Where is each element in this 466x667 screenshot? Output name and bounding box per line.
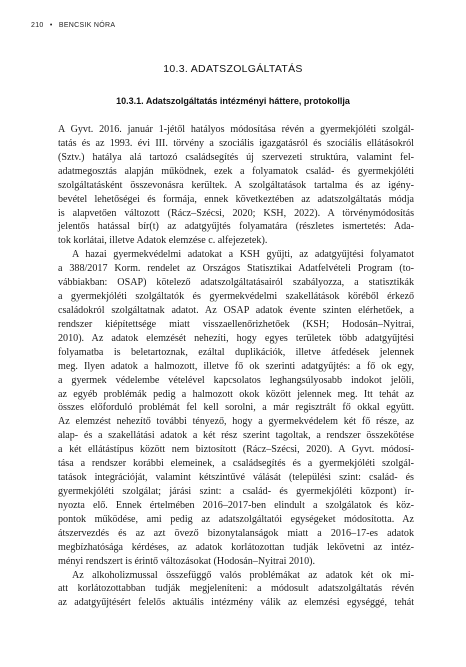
- body-line: szolgáltatásként összevonásra kerültek. A szolgáltatások tartalma és az igény-: [58, 179, 414, 191]
- body-line: Az elemzést nehezítő további tényező, hogy a gyermekvédelem két fő része, az: [58, 416, 414, 428]
- running-head-separator: •: [49, 22, 53, 29]
- body-line: tatások integrációját, valamint kétszintűvé válását (települési szint: család- és: [58, 472, 414, 484]
- body-line: Az alkoholizmussal összefüggő valós problémákat az adatok két ok mi-: [72, 569, 414, 581]
- body-line: (Sztv.) hatálya alá tartozó családsegítés új szervezeti struktúra, valamint fel-: [58, 151, 414, 163]
- running-head: [31, 22, 115, 29]
- body-line: folyamatba is beletartoznak, ezáltal duplikációk, illetve átfedések jelennek: [58, 346, 414, 358]
- subsection-title: 10.3.1. Adatszolgáltatás intézményi háttere, protokollja: [116, 96, 350, 106]
- body-line: tatás és az 1993. évi III. törvény a szociális igazgatásról és szociális ellátásokról: [58, 137, 414, 149]
- body-line: a gyermek védelembe vételével kapcsolatos leghangsúlyosabb indokot jelöli,: [58, 374, 414, 386]
- page-number: 210: [31, 22, 44, 29]
- body-line: ményi rendszert is érintő változásokat (Hodosán–Nyitrai 2010).: [58, 555, 316, 567]
- body-line: meg. Ilyen adatok a halmozott, illetve fő ok szerinti adatgyűjtés: a fő ok egy,: [58, 360, 414, 372]
- body-line: nyozta elő. Ennek értelmében 2016–2017-ben elindult a szolgálatok és köz-: [58, 499, 414, 511]
- body-line: 2010). Az adatok elemzését nehezíti, hogy egyes területek több adatgyűjtési: [58, 332, 414, 344]
- body-line: családokról szolgáltatnak adatot. Az OSAP adatok évente szinten elérhetőek, a: [58, 304, 414, 316]
- body-line: a két ellátástípus között nem biztosított (Rácz–Szécsi, 2020). A Gyvt. módosí-: [58, 444, 414, 456]
- body-line: A Gyvt. 2016. január 1-jétől hatályos módosítása révén a gyermekjóléti szolgál-: [58, 124, 414, 135]
- body-line: A hazai gyermekvédelmi adatokat a KSH gyűjti, az adatgyűjtési folyamatot: [72, 249, 414, 261]
- body-line: az adatgyűjtésért felelős aktuális intézmény válik az elemzési egységgé, tehát: [58, 597, 414, 609]
- body-line: az egyéb problémák pedig a halmozott okok között jelennek meg. Itt tehát az: [58, 388, 414, 400]
- body-line: a gyermekjóléti szolgáltatók és gyermekvédelmi szakellátások köréből érkező: [58, 291, 414, 303]
- body-line: alap- és a szakellátási adatok a két rész szerint tagoltak, a rendszer összekötése: [58, 430, 414, 442]
- body-line: a 388/2017 Korm. rendelet az Országos Statisztikai Adatfelvételi Program (to-: [58, 263, 414, 275]
- body-text: [58, 123, 414, 610]
- body-line: rendszer kiépítettsége miatt visszaellenőrizhetőek (KSH; Hodosán–Nyitrai,: [58, 318, 414, 330]
- body-line: gyermekjóléti szolgálat; járási szint: a család- és gyermekjóléti központ) ír-: [58, 485, 414, 497]
- body-line: bevétel lehetőségei és formája, ennek következtében az adatszolgáltatás módja: [58, 193, 414, 205]
- body-line: összes előforduló problémát fel kell sorolni, a már regisztrált fő okkal együtt.: [58, 402, 414, 414]
- body-line: megbízhatósága kérdéses, az adatok korlátozottan tudják lekövetni az intéz-: [58, 541, 414, 553]
- body-line: átszervezdés és az azt övező bizonytalanságok miatt a 2016–17-es adatok: [58, 527, 414, 539]
- body-line: att korlátozottabban tudják megjeleníteni: a módosult adatszolgáltatás révén: [58, 583, 414, 595]
- body-line: tok korlátai, illetve Adatok elemzése c. alfejezetek).: [58, 235, 268, 247]
- body-line: tása a rendszer korábbi elemeinek, a családsegítés és a gyermekjóléti szolgál-: [58, 458, 414, 470]
- body-line: adatmegosztás alapján működnek, ezek a folyamatok család- és gyermekjóléti: [58, 165, 414, 177]
- body-line: jelentős hatással bír(t) az adatgyűjtés folyamatára (részletes ismertetés: Ada-: [58, 221, 414, 233]
- body-line: vábbiakban: OSAP) kötelező adatszolgáltatásairól szabályozza, a statisztikák: [58, 277, 414, 289]
- body-line: is alapvetően változott (Rácz–Szécsi, 2020; KSH, 2022). A törvénymódosítás: [58, 207, 414, 219]
- body-line: pontok működése, ami pedig az adatszolgáltatói egységeket módosította. Az: [58, 513, 414, 525]
- running-head-author: BENCSIK NÓRA: [58, 22, 116, 29]
- section-title: 10.3. ADATSZOLGÁLTATÁS: [163, 63, 303, 75]
